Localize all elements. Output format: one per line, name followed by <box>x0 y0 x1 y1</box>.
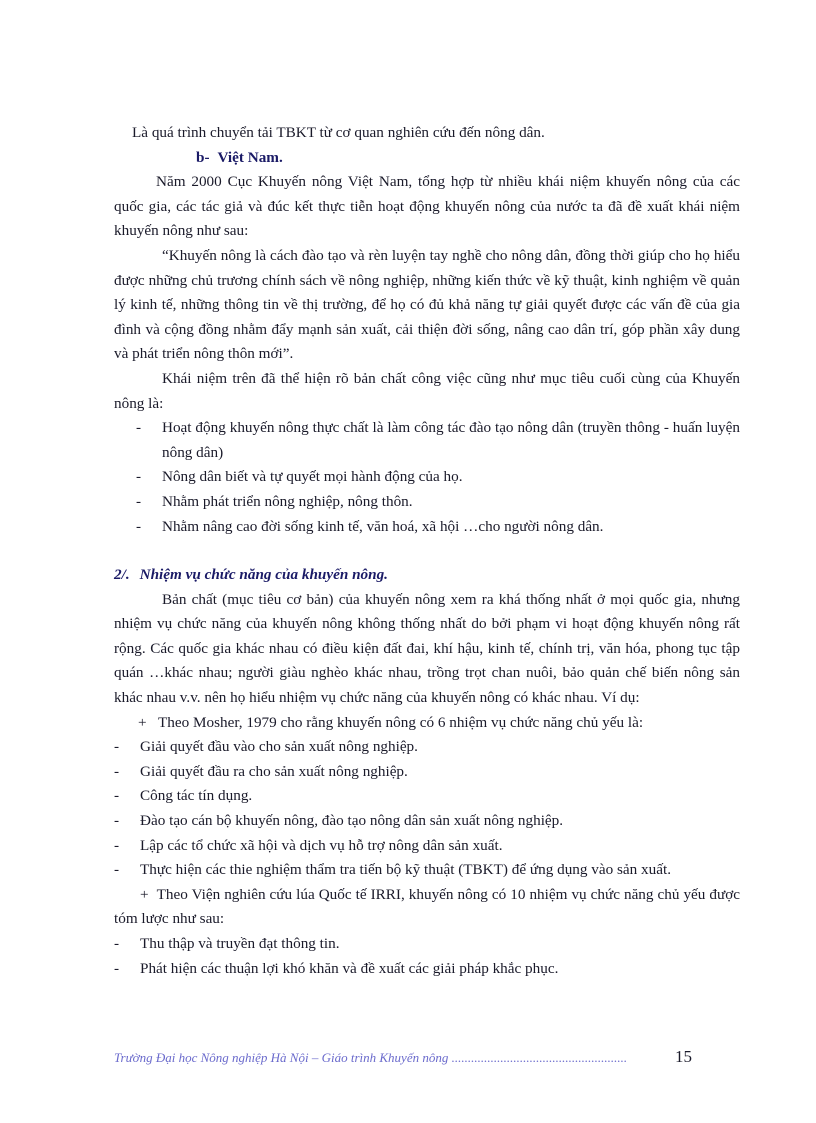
dash-marker: - <box>136 517 142 535</box>
dash-marker: - <box>136 419 142 437</box>
paragraph-functions: Bản chất (mục tiêu cơ bản) của khuyến nông xem ra khá thống nhất ở mọi quốc gia, nhưng nhiệm vụ chức năng của khuyến nông không thống nhất do bởi phạm vi hoạt động khuyến nông rất rộng. Các quốc gia khác nhau có điều kiện đất đai, khí hậu, kinh tế, chính trị, văn hóa, phong tục tập quán …khác nhau; người giàu nghèo khác nhau, trồng trọt chan nuôi, bảo quản chế biến nông sản khác nhau v.v. nên họ hiểu nhiệm vụ chức năng của khuyến nông có khác nhau. Ví dụ: <box>114 590 740 707</box>
list-item: - Thu thập và truyền đạt thông tin. <box>114 932 740 957</box>
dash-marker: - <box>114 959 120 977</box>
definition-quote: “Khuyến nông là cách đào tạo và rèn luyện tay nghề cho nông dân, đồng thời giúp cho họ hiểu được những chủ trương chính sách về nông nghiệp, những kiến thức về kỹ thuật, kinh nghiệm về quản lý kinh tế, những thông tin về thị trường, để họ có đủ khả năng tự giải quyết được các vấn đề của gia đình và cộng đồng nhằm đẩy mạnh sản xuất, cải thiện đời sống, nâng cao dân trí, góp phần xây dung và phát triển nông thôn mới”. <box>114 246 740 363</box>
list-item: - Nhằm phát triển nông nghiệp, nông thôn. <box>114 490 740 515</box>
plus-marker: + <box>140 885 149 903</box>
list-item: - Hoạt động khuyến nông thực chất là làm công tác đào tạo nông dân (truyền thông - huấn luyện nông dân) <box>114 416 740 465</box>
dash-marker: - <box>114 787 120 805</box>
irri-intro: + Theo Viện nghiên cứu lúa Quốc tế IRRI, khuyến nông có 10 nhiệm vụ chức năng chủ yếu được tóm lược như sau: <box>114 885 740 928</box>
section-heading <box>114 563 740 588</box>
subheading-text: Việt Nam. <box>217 148 283 166</box>
dash-marker: - <box>114 812 120 830</box>
list-item: - Giải quyết đầu ra cho sản xuất nông nghiệp. <box>114 760 740 785</box>
list-item: - Công tác tín dụng. <box>114 784 740 809</box>
dash-marker: - <box>114 861 120 879</box>
dash-marker: - <box>114 836 120 854</box>
subheading-vietnam <box>114 146 740 171</box>
dash-marker: - <box>114 762 120 780</box>
subheading-label: b- <box>196 148 210 166</box>
list-item: - Thực hiện các thie nghiệm thẩm tra tiến bộ kỹ thuật (TBKT) để ứng dụng vào sản xuất. <box>114 858 740 883</box>
mosher-list <box>114 735 740 883</box>
page-footer: Trường Đại học Nông nghiệp Hà Nội – Giáo trình Khuyến nông ...................................................... <box>114 1050 628 1065</box>
page-body <box>114 121 740 981</box>
plus-marker: + <box>138 713 147 731</box>
list-item: - Lập các tổ chức xã hội và dịch vụ hỗ trợ nông dân sản xuất. <box>114 834 740 859</box>
intro-line: Là quá trình chuyển tải TBKT từ cơ quan nghiên cứu đến nông dân. <box>132 124 545 141</box>
list-item: - Nhằm nâng cao đời sống kinh tế, văn hoá, xã hội …cho người nông dân. <box>114 515 740 540</box>
dash-marker: - <box>136 492 142 510</box>
list-item: - Phát hiện các thuận lợi khó khăn và đề xuất các giải pháp khắc phục. <box>114 957 740 982</box>
dash-marker: - <box>114 935 120 952</box>
dash-marker: - <box>136 468 142 486</box>
section-number: 2/. <box>114 566 130 584</box>
irri-list <box>114 932 740 981</box>
paragraph-definition-intro: Năm 2000 Cục Khuyến nông Việt Nam, tổng hợp từ nhiều khái niệm khuyến nông của các quốc gia, các tác giả và đúc kết thực tiễn hoạt động khuyến nông của nước ta đã đề xuất khái niệm khuyến nông như sau: <box>114 173 740 240</box>
essence-list <box>114 416 740 539</box>
dash-marker: - <box>114 738 120 756</box>
list-item: - Nông dân biết và tự quyết mọi hành động của họ. <box>114 465 740 490</box>
page-number: 15 <box>675 1047 692 1066</box>
section-title: Nhiệm vụ chức năng của khuyến nông. <box>139 566 388 584</box>
list-item: - Giải quyết đầu vào cho sản xuất nông nghiệp. <box>114 735 740 760</box>
list-item: - Đào tạo cán bộ khuyến nông, đào tạo nông dân sản xuất nông nghiệp. <box>114 809 740 834</box>
paragraph-essence: Khái niệm trên đã thể hiện rõ bản chất công việc cũng như mục tiêu cuối cùng của Khuyến nông là: <box>114 369 740 412</box>
mosher-intro: + Theo Mosher, 1979 cho rằng khuyến nông có 6 nhiệm vụ chức năng chủ yếu là: <box>138 713 644 731</box>
